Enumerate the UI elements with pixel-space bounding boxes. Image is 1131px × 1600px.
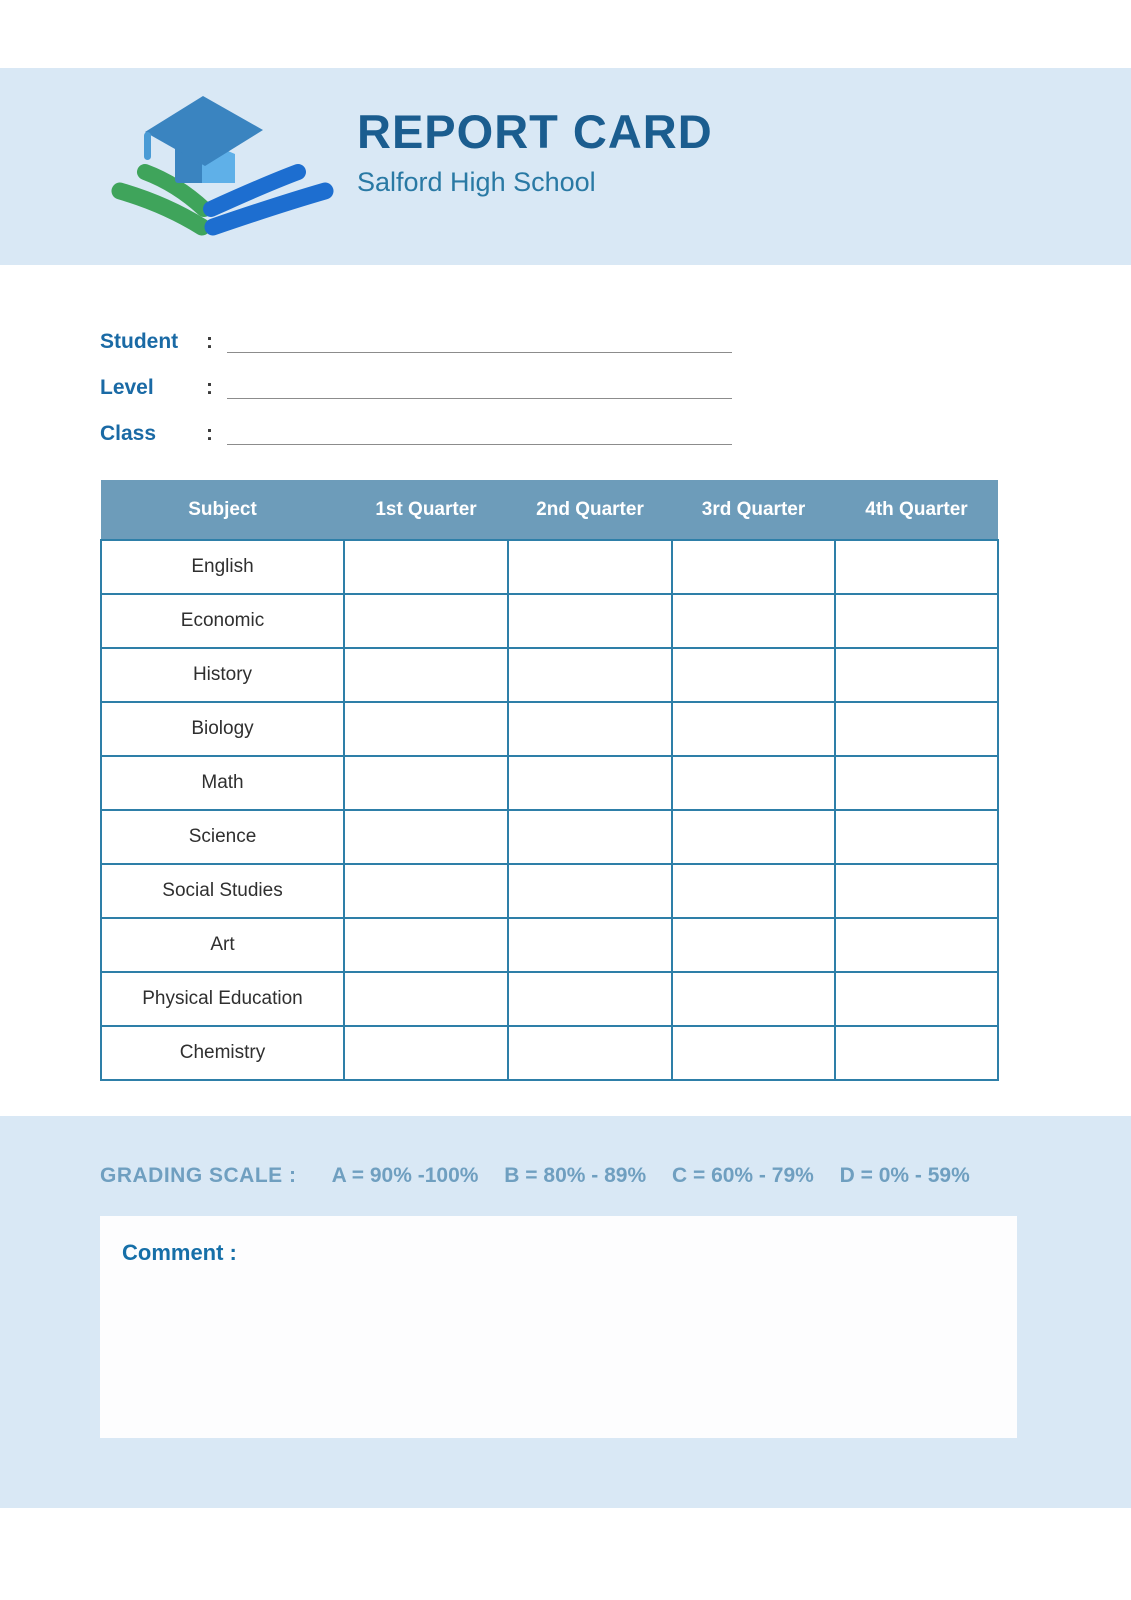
- table-row: [101, 918, 998, 972]
- student-info-section: [100, 325, 732, 445]
- grade-cell-q3[interactable]: [672, 540, 835, 594]
- school-logo: [105, 88, 340, 248]
- title-block: [357, 105, 713, 197]
- footer-section: [0, 1116, 1131, 1508]
- grade-cell-q2[interactable]: [508, 1026, 672, 1080]
- grade-cell-q2[interactable]: [508, 540, 672, 594]
- grade-cell-q2[interactable]: [508, 756, 672, 810]
- subject-cell: Physical Education: [101, 972, 344, 1026]
- grade-cell-q1[interactable]: [344, 864, 508, 918]
- table-row: [101, 1026, 998, 1080]
- grade-cell-q3[interactable]: [672, 918, 835, 972]
- column-header-q4: 4th Quarter: [835, 480, 998, 540]
- grade-cell-q2[interactable]: [508, 810, 672, 864]
- grade-cell-q4[interactable]: [835, 594, 998, 648]
- header-banner: [0, 68, 1131, 265]
- column-header-q3: 3rd Quarter: [672, 480, 835, 540]
- grade-cell-q2[interactable]: [508, 918, 672, 972]
- grading-scale-item-c: C = 60% - 79%: [671, 1164, 814, 1187]
- level-field-row: [100, 371, 732, 399]
- column-header-q1: 1st Quarter: [344, 480, 508, 540]
- grade-cell-q4[interactable]: [835, 702, 998, 756]
- comment-box[interactable]: [100, 1216, 1017, 1438]
- class-input[interactable]: [227, 419, 732, 445]
- grade-cell-q2[interactable]: [508, 648, 672, 702]
- grade-cell-q4[interactable]: [835, 918, 998, 972]
- grade-cell-q4[interactable]: [835, 1026, 998, 1080]
- table-row: [101, 702, 998, 756]
- grade-cell-q2[interactable]: [508, 594, 672, 648]
- grade-cell-q3[interactable]: [672, 648, 835, 702]
- grade-cell-q1[interactable]: [344, 594, 508, 648]
- grade-cell-q3[interactable]: [672, 702, 835, 756]
- subject-cell: History: [101, 648, 344, 702]
- table-header-row: [101, 480, 998, 540]
- grade-cell-q1[interactable]: [344, 972, 508, 1026]
- subject-cell: English: [101, 540, 344, 594]
- column-header-q2: 2nd Quarter: [508, 480, 672, 540]
- grade-cell-q4[interactable]: [835, 648, 998, 702]
- table-row: [101, 594, 998, 648]
- grade-cell-q1[interactable]: [344, 648, 508, 702]
- subject-cell: Chemistry: [101, 1026, 344, 1080]
- grade-cell-q4[interactable]: [835, 540, 998, 594]
- grade-cell-q4[interactable]: [835, 810, 998, 864]
- graduation-cap-book-icon: [105, 88, 340, 243]
- grading-scale-item-d: D = 0% - 59%: [839, 1164, 970, 1187]
- table-row: [101, 864, 998, 918]
- comment-label: Comment :: [122, 1240, 237, 1265]
- class-field-row: [100, 417, 732, 445]
- level-colon: :: [206, 375, 213, 399]
- grade-cell-q1[interactable]: [344, 540, 508, 594]
- grade-cell-q1[interactable]: [344, 756, 508, 810]
- student-field-row: [100, 325, 732, 353]
- grade-cell-q3[interactable]: [672, 756, 835, 810]
- grade-cell-q1[interactable]: [344, 810, 508, 864]
- grades-table-section: [100, 480, 1131, 1081]
- school-name: Salford High School: [357, 167, 596, 197]
- page-title: REPORT CARD: [357, 105, 713, 158]
- grade-cell-q2[interactable]: [508, 864, 672, 918]
- subject-cell: Science: [101, 810, 344, 864]
- student-colon: :: [206, 329, 213, 353]
- grading-scale-item-a: A = 90% -100%: [331, 1164, 479, 1187]
- grade-cell-q2[interactable]: [508, 972, 672, 1026]
- grading-scale-label: GRADING SCALE :: [100, 1164, 297, 1187]
- grade-cell-q3[interactable]: [672, 972, 835, 1026]
- column-header-subject: Subject: [101, 480, 344, 540]
- subject-cell: Art: [101, 918, 344, 972]
- grade-cell-q2[interactable]: [508, 702, 672, 756]
- level-input[interactable]: [227, 373, 732, 399]
- table-row: [101, 756, 998, 810]
- table-row: [101, 648, 998, 702]
- table-row: [101, 540, 998, 594]
- subject-cell: Economic: [101, 594, 344, 648]
- subject-cell: Math: [101, 756, 344, 810]
- student-input[interactable]: [227, 327, 732, 353]
- grade-cell-q4[interactable]: [835, 756, 998, 810]
- student-label: Student: [100, 329, 179, 353]
- grade-cell-q3[interactable]: [672, 594, 835, 648]
- grades-table: [100, 480, 999, 1081]
- grading-scale: [0, 1116, 1131, 1188]
- grade-cell-q4[interactable]: [835, 972, 998, 1026]
- class-colon: :: [206, 421, 213, 445]
- table-row: [101, 972, 998, 1026]
- class-label: Class: [100, 421, 157, 445]
- level-label: Level: [100, 375, 154, 399]
- subject-cell: Biology: [101, 702, 344, 756]
- subject-cell: Social Studies: [101, 864, 344, 918]
- grade-cell-q1[interactable]: [344, 702, 508, 756]
- grade-cell-q4[interactable]: [835, 864, 998, 918]
- table-row: [101, 810, 998, 864]
- grade-cell-q3[interactable]: [672, 864, 835, 918]
- grade-cell-q1[interactable]: [344, 1026, 508, 1080]
- grading-scale-item-b: B = 80% - 89%: [504, 1164, 647, 1187]
- grade-cell-q3[interactable]: [672, 810, 835, 864]
- grade-cell-q3[interactable]: [672, 1026, 835, 1080]
- grade-cell-q1[interactable]: [344, 918, 508, 972]
